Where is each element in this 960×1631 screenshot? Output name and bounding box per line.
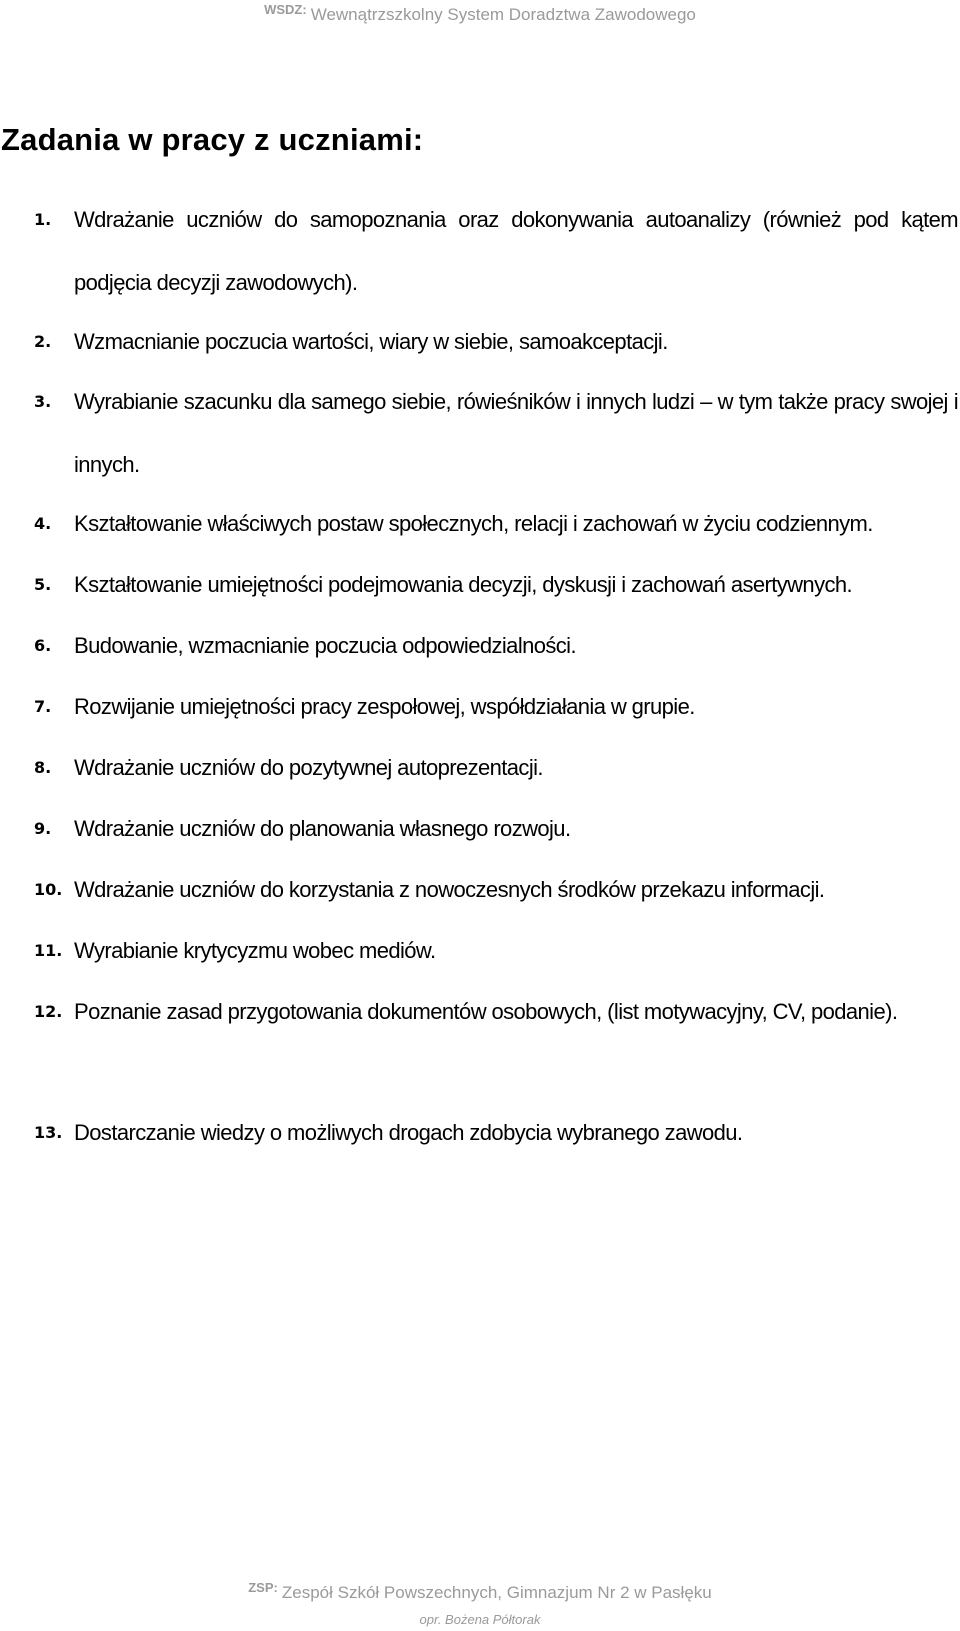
task-text: Wdrażanie uczniów do samopoznania oraz dokonywania autoanalizy (również pod kątem podjęcia decyzji zawodowych). [74,207,958,295]
task-text: Wyrabianie krytycyzmu wobec mediów. [74,938,436,963]
task-number: 9. [34,819,52,838]
task-item-8 [0,736,958,799]
page-title: Zadania w pracy z uczniami: [1,122,424,157]
footer-text: Zespół Szkół Powszechnych, Gimnazjum Nr 2 w Pasłęku [281,1583,712,1602]
task-number: 13. [34,1123,63,1142]
task-item-11 [0,919,958,982]
task-number: 7. [34,697,52,716]
task-text: Rozwijanie umiejętności pracy zespołowej, współdziałania w grupie. [74,694,695,719]
task-item-12 [0,980,958,1043]
task-text: Wzmacnianie poczucia wartości, wiary w siebie, samoakceptacji. [74,329,668,354]
task-number: 5. [34,575,52,594]
task-number: 1. [34,210,52,229]
task-text: Kształtowanie umiejętności podejmowania decyzji, dyskusji i zachowań asertywnych. [74,572,853,597]
footer-author: opr. Bożena Półtorak [419,1612,541,1627]
task-item-9 [0,797,958,860]
task-text: Dostarczanie wiedzy o możliwych drogach zdobycia wybranego zawodu. [74,1120,743,1145]
task-number: 6. [34,636,52,655]
task-item-2 [0,310,958,373]
task-text: Wdrażanie uczniów do pozytywnej autoprezentacji. [74,755,543,780]
task-item-6 [0,614,958,677]
header-text: Wewnątrzszkolny System Doradztwa Zawodowego [310,5,696,24]
task-item-1 [0,188,958,314]
task-text: Budowanie, wzmacnianie poczucia odpowiedzialności. [74,633,576,658]
task-text: Wdrażanie uczniów do korzystania z nowoczesnych środków przekazu informacji. [74,877,825,902]
page-header [0,2,960,25]
task-item-5 [0,553,958,616]
task-text: Wdrażanie uczniów do planowania własnego rozwoju. [74,816,571,841]
task-item-4 [0,492,958,555]
task-text: Wyrabianie szacunku dla samego siebie, rówieśników i innych ludzi – w tym także pracy swojej i innych. [74,389,958,477]
task-text: Kształtowanie właściwych postaw społecznych, relacji i zachowań w życiu codziennym. [74,511,873,536]
task-text: Poznanie zasad przygotowania dokumentów osobowych, (list motywacyjny, CV, podanie). [74,999,898,1024]
task-item-13 [0,1101,958,1164]
task-number: 2. [34,332,52,351]
task-number: 10. [34,880,63,899]
page-footer [0,1580,960,1603]
task-number: 11. [34,941,63,960]
task-number: 3. [34,392,52,411]
task-number: 12. [34,1002,63,1021]
task-number: 8. [34,758,52,777]
task-item-7 [0,675,958,738]
task-item-10 [0,858,958,921]
footer-prefix: ZSP: [248,1580,278,1595]
task-item-3 [0,370,958,496]
header-prefix: WSDZ: [264,2,307,17]
task-number: 4. [34,514,52,533]
